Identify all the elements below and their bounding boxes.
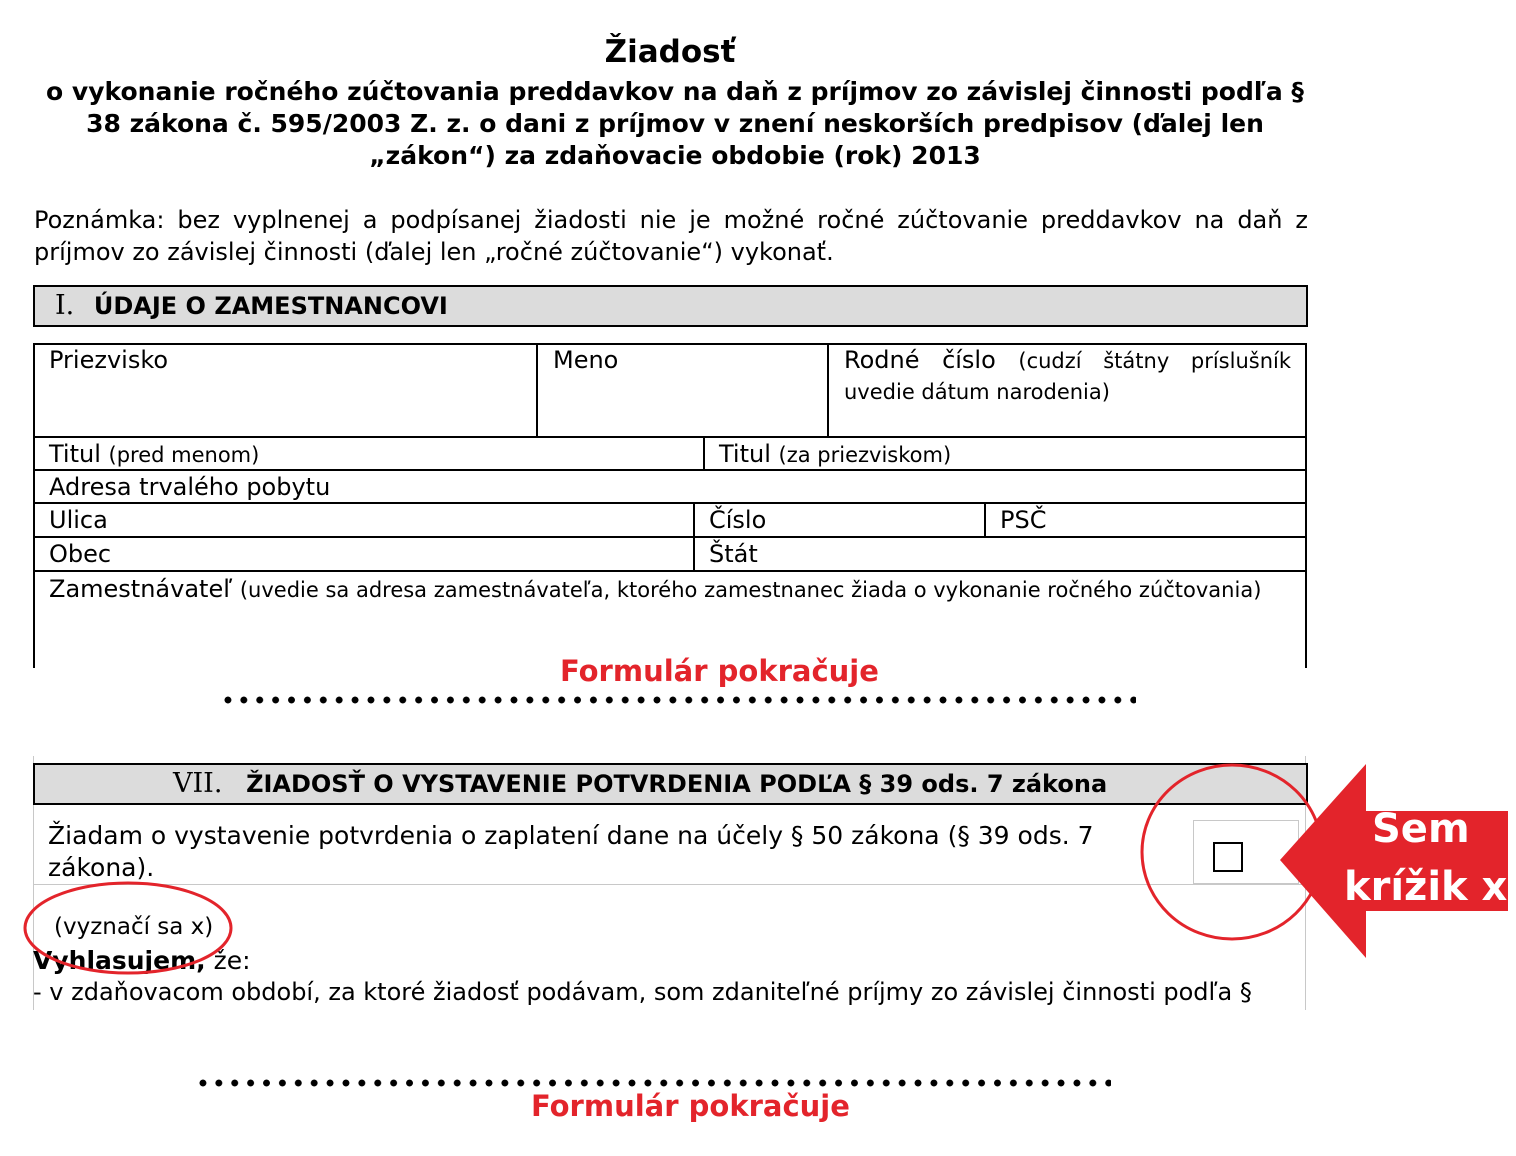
field-adresa: Adresa trvalého pobytu (49, 473, 331, 501)
hint-circle (25, 883, 231, 973)
titul-pred-label: Titul (49, 440, 101, 468)
dotted-separator-2 (195, 1079, 1111, 1087)
callout-line-1: Sem (1372, 806, 1470, 852)
document-title: Žiadosť (604, 34, 736, 70)
titul-za-note: (za priezviskom) (778, 443, 952, 467)
section-7-number: VII. (173, 768, 223, 799)
arrow-shape (1280, 764, 1508, 958)
mark-hint: (vyznačí sa x) (54, 914, 214, 940)
subtitle-line-3: „zákon“) za zdaňovacie obdobie (rok) 2013 (369, 141, 981, 170)
field-psc[interactable]: PSČ (1000, 506, 1047, 534)
form-continues-label-2: Formulár pokračuje (531, 1089, 850, 1123)
field-priezvisko[interactable]: Priezvisko (49, 346, 169, 374)
zamestnavatel-label: Zamestnávateľ (49, 575, 233, 603)
declaration-bold: Vyhlasujem, (33, 946, 206, 975)
titul-pred-note: (pred menom) (108, 443, 260, 467)
field-stat[interactable]: Štát (709, 540, 758, 568)
field-ulica[interactable]: Ulica (49, 506, 108, 534)
note-paragraph: Poznámka: bez vyplnenej a podpísanej žiadosti nie je možné ročné zúčtovanie preddavkov na daň z príjmov zo závislej činnosti (ďalej len „ročné zúčtovanie“) vykonať. (34, 206, 1308, 266)
rodne-cislo-note: (cudzí štátny príslušník uvedie dátum narodenia) (844, 349, 1291, 404)
request-line-2: zákona). (48, 853, 155, 882)
field-meno[interactable]: Meno (553, 346, 619, 374)
form-continues-label-1: Formulár pokračuje (560, 654, 879, 688)
section-1-number: I. (55, 290, 75, 321)
titul-za-label: Titul (719, 440, 771, 468)
declaration-rest: že: (205, 946, 251, 975)
field-obec[interactable]: Obec (49, 540, 112, 568)
subtitle-line-2: 38 zákona č. 595/2003 Z. z. o dani z príjmov v znení neskorších predpisov (ďalej len (86, 109, 1264, 138)
callout-line-2: krížik x (1344, 864, 1508, 910)
section-1-title: ÚDAJE O ZAMESTNANCOVI (93, 292, 448, 320)
section-7-title: ŽIADOSŤ O VYSTAVENIE POTVRDENIA PODĽA § 39 ods. 7 zákona (246, 770, 1108, 798)
zamestnavatel-note: (uvedie sa adresa zamestnávateľa, ktorého zamestnanec žiada o vykonanie ročného zúčtovania) (239, 578, 1262, 602)
rodne-cislo-label: Rodné číslo (844, 346, 996, 374)
field-cislo[interactable]: Číslo (709, 506, 767, 534)
declaration-line: - v zdaňovacom období, za ktoré žiadosť podávam, som zdaniteľné príjmy zo závislej činnosti podľa § (33, 978, 1252, 1006)
request-line-1: Žiadam o vystavenie potvrdenia o zaplatení dane na účely § 50 zákona (§ 39 ods. 7 (48, 821, 1094, 850)
subtitle-line-1: o vykonanie ročného zúčtovania preddavkov na daň z príjmov zo závislej činnosti podľa § (46, 77, 1304, 106)
